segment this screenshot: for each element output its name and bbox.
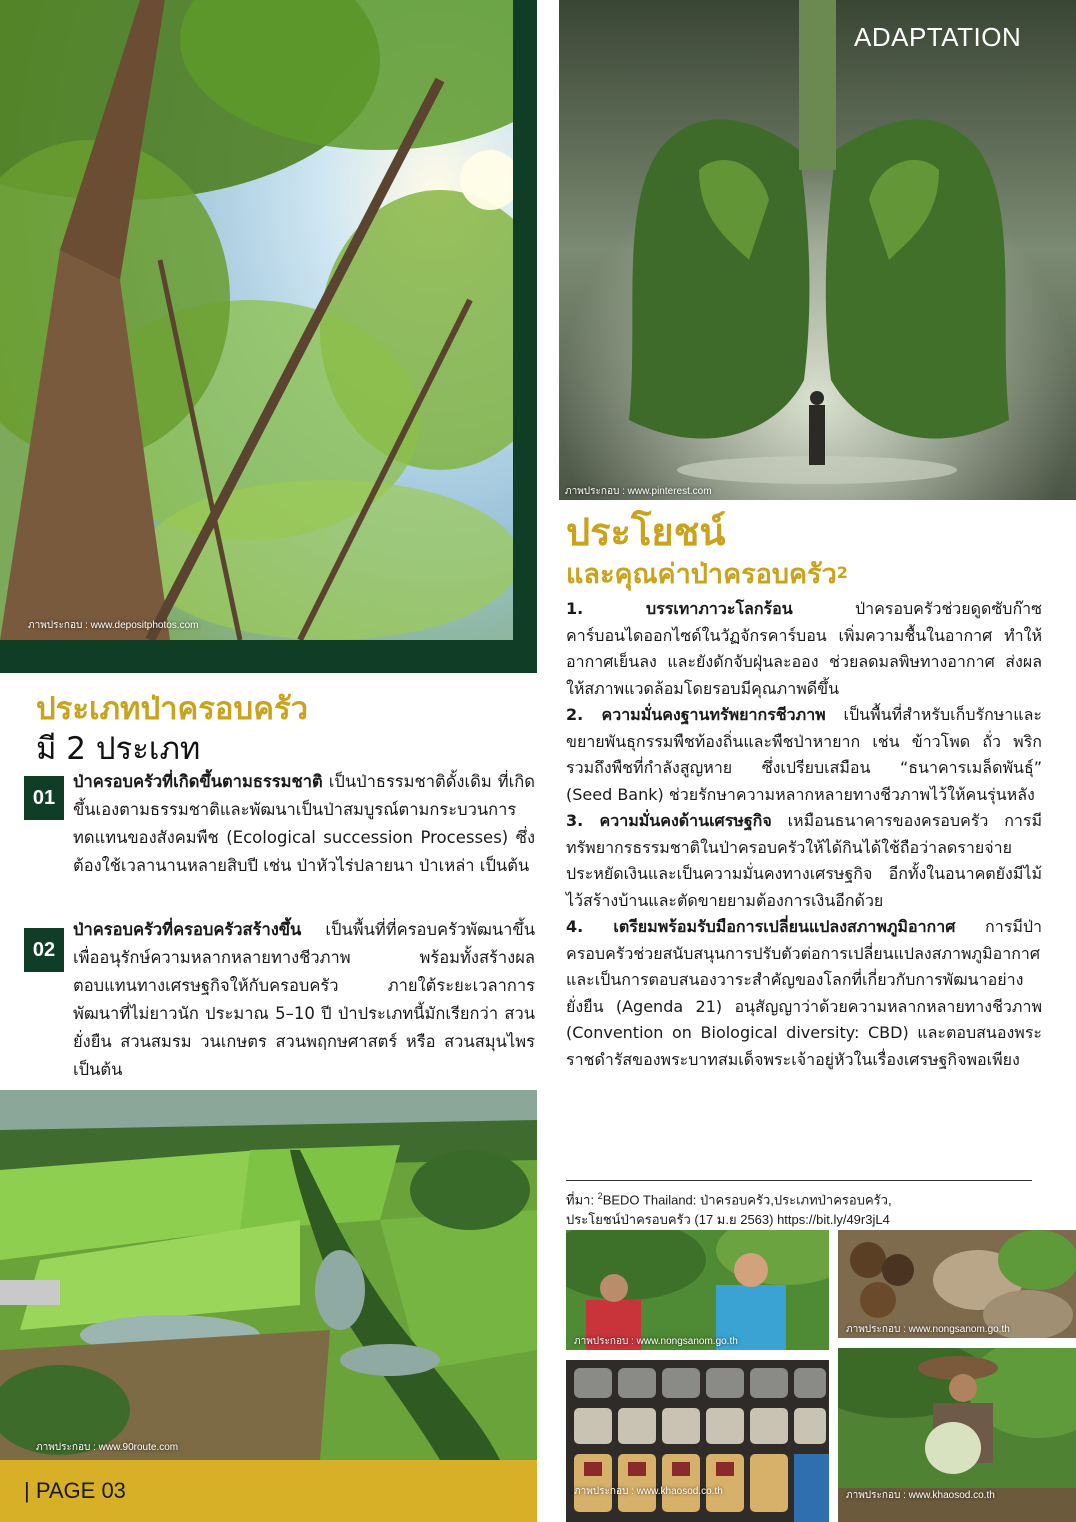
benefit-title: 3. ความมั่นคงด้านเศรษฐกิจ xyxy=(566,811,772,830)
type-item-body: เป็นพื้นที่ที่ครอบครัวพัฒนาขึ้นเพื่ออนุรักษ์ความหลากหลายทางชีวภาพ พร้อมทั้งสร้างผลตอบแทนทางเศรษฐกิจให้กับครอบครัว ภายใต้ระยะเวลาการพัฒนาที่ไม่ยาวนัก ประมาณ 5–10 ปี ป่าประเภทนี้มักเรียกว่า สวนยั่งยืน สวนสมรม วนเกษตร สวนพฤกษศาสตร์ หรือ สวนสมุนไพร เป็นต้น xyxy=(73,920,535,1079)
type-item-body: เป็นป่าธรรมชาติดั้งเดิม ที่เกิดขึ้นเองตามธรรมชาติและพัฒนาเป็นป่าสมบูรณ์ตามกระบวนการทดแทนของสังคมพืช (Ecological succession Processes) ซึ่งต้องใช้เวลานานหลายสิบปี เช่น ป่าหัวไร่ปลายนา ป่าเหล่า เป็นต้น xyxy=(73,772,535,875)
reference-prefix: ที่มา: xyxy=(566,1192,598,1208)
benefit-title: 4. เตรียมพร้อมรับมือการเปลี่ยนแปลงสภาพภูมิอากาศ xyxy=(566,917,956,936)
benefits-heading: ประโยชน์ xyxy=(566,510,726,554)
benefit-item xyxy=(566,702,1042,808)
reference-line-2: ประโยชน์ป่าครอบครัว (17 ม.ย 2563) https://bit.ly/49r3jL4 xyxy=(566,1212,890,1228)
forest-lungs-photo xyxy=(559,0,1076,500)
benefits-subheading xyxy=(566,556,848,594)
reference-marker: 2 xyxy=(597,1191,603,1201)
gourd-photo-credit: ภาพประกอบ : www.khaosod.co.th xyxy=(846,1490,995,1501)
type-number-badge: 01 xyxy=(24,776,64,820)
lungs-photo-credit: ภาพประกอบ : www.pinterest.com xyxy=(565,486,712,497)
benefits-list xyxy=(566,596,1042,1073)
type-item-title: ป่าครอบครัวที่เกิดขึ้นตามธรรมชาติ xyxy=(73,772,323,791)
benefits-subheading-text: และคุณค่าป่าครอบครัว xyxy=(566,559,837,590)
seed-jars-photo xyxy=(566,1360,829,1522)
type-number-badge: 02 xyxy=(24,928,64,972)
types-heading: ประเภทป่าครอบครัว xyxy=(36,691,309,727)
types-subheading: มี 2 ประเภท xyxy=(36,731,201,767)
forest-canopy-photo xyxy=(0,0,513,640)
benefit-body: เป็นพื้นที่สำหรับเก็บรักษาและขยายพันธุกรรมพืชท้องถิ่นและพืชป่าหายาก เช่น ข้าวโพด ถั่ว พริก รวมถึงพืชที่กำลังสูญหาย ซึ่งเปรียบเสมือน “ธนาคารเมล็ดพันธุ์” (Seed Bank) ช่วยรักษาความหลากหลายทางชีวภาพไว้ให้คนรุ่นหลัง xyxy=(566,705,1042,804)
page-number: | PAGE 03 xyxy=(24,1478,126,1503)
benefit-item xyxy=(566,914,1042,1073)
benefit-title: 1. บรรเทาภาวะโลกร้อน xyxy=(566,599,793,618)
type-item-1 xyxy=(73,768,535,880)
benefit-item xyxy=(566,596,1042,702)
forest-produce-photo xyxy=(838,1230,1076,1338)
reference-divider xyxy=(566,1180,1032,1181)
rice-field-aerial-photo xyxy=(0,1090,537,1460)
benefit-body: เหมือนธนาคารของครอบครัว การมีทรัพยากรธรรมชาติในป่าครอบครัวให้ได้กินได้ใช้ถือว่าลดรายจ่าย ประหยัดเงินและเป็นความมั่นคงทางเศรษฐกิจ อีกทั้งในอนาคตยังมีไม้ไว้สร้างบ้านและตัดขายยามต้องการเงินอีกด้วย xyxy=(566,811,1043,910)
benefit-body: การมีป่าครอบครัวช่วยสนับสนุนการปรับตัวต่อการเปลี่ยนแปลงสภาพภูมิอากาศ และเป็นการตอบสนองวาระสำคัญของโลกที่เกี่ยวกับการพัฒนาอย่างยั่งยืน (Agenda 21) อนุสัญญาว่าด้วยความหลากหลายทางชีวภาพ (Convention on Biological diversity: CBD) และตอบสนองพระราชดำรัสของพระบาทสมเด็จพระเจ้าอยู่หัวในเรื่องเศรษฐกิจพอเพียง xyxy=(566,917,1042,1069)
section-tag: ADAPTATION xyxy=(854,22,1022,52)
farmer-gourd-photo xyxy=(838,1348,1076,1522)
field-photo-credit: ภาพประกอบ : www.90route.com xyxy=(36,1442,179,1453)
farmers-photo xyxy=(566,1230,829,1350)
reference-line-1: BEDO Thailand: ป่าครอบครัว,ประเภทป่าครอบครัว, xyxy=(602,1192,892,1208)
forest-photo-credit: ภาพประกอบ : www.depositphotos.com xyxy=(28,620,199,631)
produce-photo-credit: ภาพประกอบ : www.nongsanom.go.th xyxy=(846,1324,1010,1335)
benefit-body: ป่าครอบครัวช่วยดูดซับก๊าซคาร์บอนไดออกไซด์ในวัฏจักรคาร์บอน เพิ่มความชื้นในอากาศ ทำให้อากาศเย็นลง และยังดักจับฝุ่นละออง ช่วยลดมลพิษทางอากาศ ส่งผลให้สภาพแวดล้อมโดยรอบมีคุณภาพดีขึ้น xyxy=(566,599,1042,698)
benefit-title: 2. ความมั่นคงฐานทรัพยากรชีวภาพ xyxy=(566,705,826,724)
farmers-photo-credit: ภาพประกอบ : www.nongsanom.go.th xyxy=(574,1336,738,1347)
type-item-2 xyxy=(73,916,535,1084)
reference-note xyxy=(566,1186,1036,1230)
type-item-title: ป่าครอบครัวที่ครอบครัวสร้างขึ้น xyxy=(73,920,302,939)
benefit-item xyxy=(566,808,1042,914)
jars-photo-credit: ภาพประกอบ : www.khaosod.co.th xyxy=(574,1486,723,1497)
benefits-footnote-marker: 2 xyxy=(836,563,848,582)
